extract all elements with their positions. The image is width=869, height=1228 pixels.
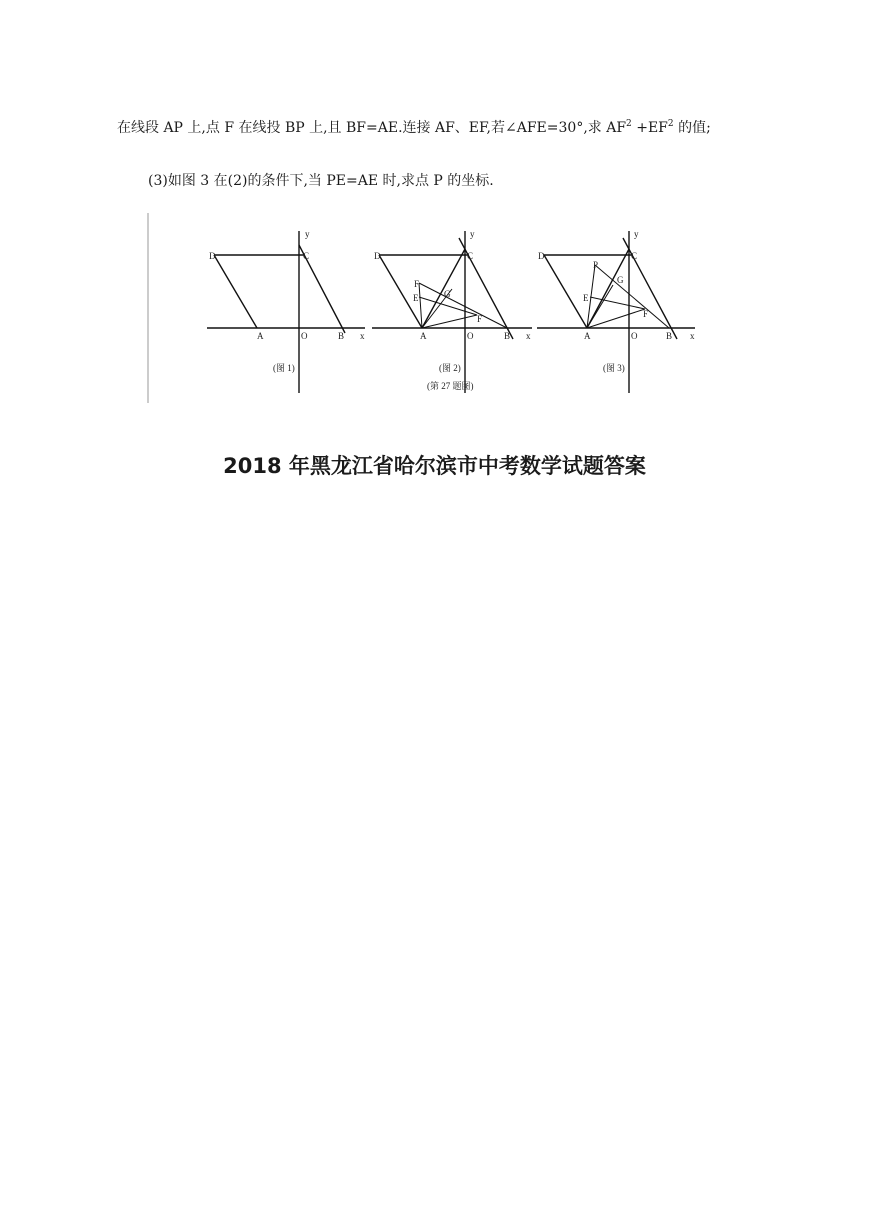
fig2-label-a: A [420, 331, 427, 341]
fig2-label-x: x [526, 331, 531, 341]
fig2-label-g: G [444, 289, 451, 299]
fig2-label-d: D [374, 251, 381, 261]
fig1-label-a: A [257, 331, 264, 341]
fig3-segment-da [544, 255, 587, 328]
fig2-segment-pb [419, 283, 507, 328]
fig3-label-c: C [631, 251, 638, 261]
fig1-caption: (图 1) [273, 363, 295, 373]
fig1-label-d: D [209, 251, 216, 261]
line1-text-b: +EF [631, 120, 668, 136]
fig3-label-e: E [583, 293, 589, 303]
fig3-caption: (图 3) [603, 363, 625, 373]
fig3-label-d: D [538, 251, 545, 261]
figure-group-caption: (第 27 题图) [427, 381, 474, 391]
fig2-segment-ef [419, 297, 477, 315]
fig3-label-f: F [643, 309, 649, 319]
fig2-label-o: O [467, 331, 474, 341]
fig2-label-y: y [470, 229, 475, 239]
figure-3-inner [587, 265, 669, 328]
superscript-2: 2 [626, 119, 632, 129]
fig1-label-x: x [360, 331, 365, 341]
fig2-label-c: C [467, 251, 474, 261]
superscript-2: 2 [667, 119, 674, 129]
question-line-2: (3)如图 3 在(2)的条件下,当 PE=AE 时,求点 P 的坐标. [148, 173, 494, 189]
fig3-label-p: P [593, 260, 599, 270]
fig1-label-b: B [338, 331, 345, 341]
geometry-figure-svg [147, 213, 707, 405]
fig2-label-e: E [413, 293, 419, 303]
fig1-label-o: O [301, 331, 308, 341]
line1-text-a: 在线段 AP 上,点 F 在线投 BP 上,且 BF=AE.连接 AF、EF,若∠AFE=30°,求 AF [117, 120, 627, 136]
figure-2-inner [419, 283, 507, 328]
fig3-label-x: x [690, 331, 695, 341]
fig3-label-y: y [634, 229, 639, 239]
line1-text-c: 的值; [673, 120, 711, 136]
fig3-segment-ag [587, 285, 613, 328]
fig2-segment-pe [419, 283, 422, 328]
fig1-label-c: C [303, 251, 310, 261]
answer-heading: 2018 年黑龙江省哈尔滨市中考数学试题答案 [223, 454, 646, 478]
fig3-label-g: G [617, 275, 624, 285]
fig2-segment-da [379, 255, 422, 328]
question-line-1 [117, 117, 711, 137]
fig1-label-y: y [305, 229, 310, 239]
fig2-label-f: F [477, 314, 483, 324]
fig3-label-o: O [631, 331, 638, 341]
geometry-figure [147, 213, 707, 405]
fig1-segment-da [214, 255, 257, 328]
fig3-label-b: B [666, 331, 673, 341]
fig3-label-a: A [584, 331, 591, 341]
fig2-caption: (图 2) [439, 363, 461, 373]
fig2-label-p: F [414, 279, 420, 289]
fig2-label-b: B [504, 331, 511, 341]
